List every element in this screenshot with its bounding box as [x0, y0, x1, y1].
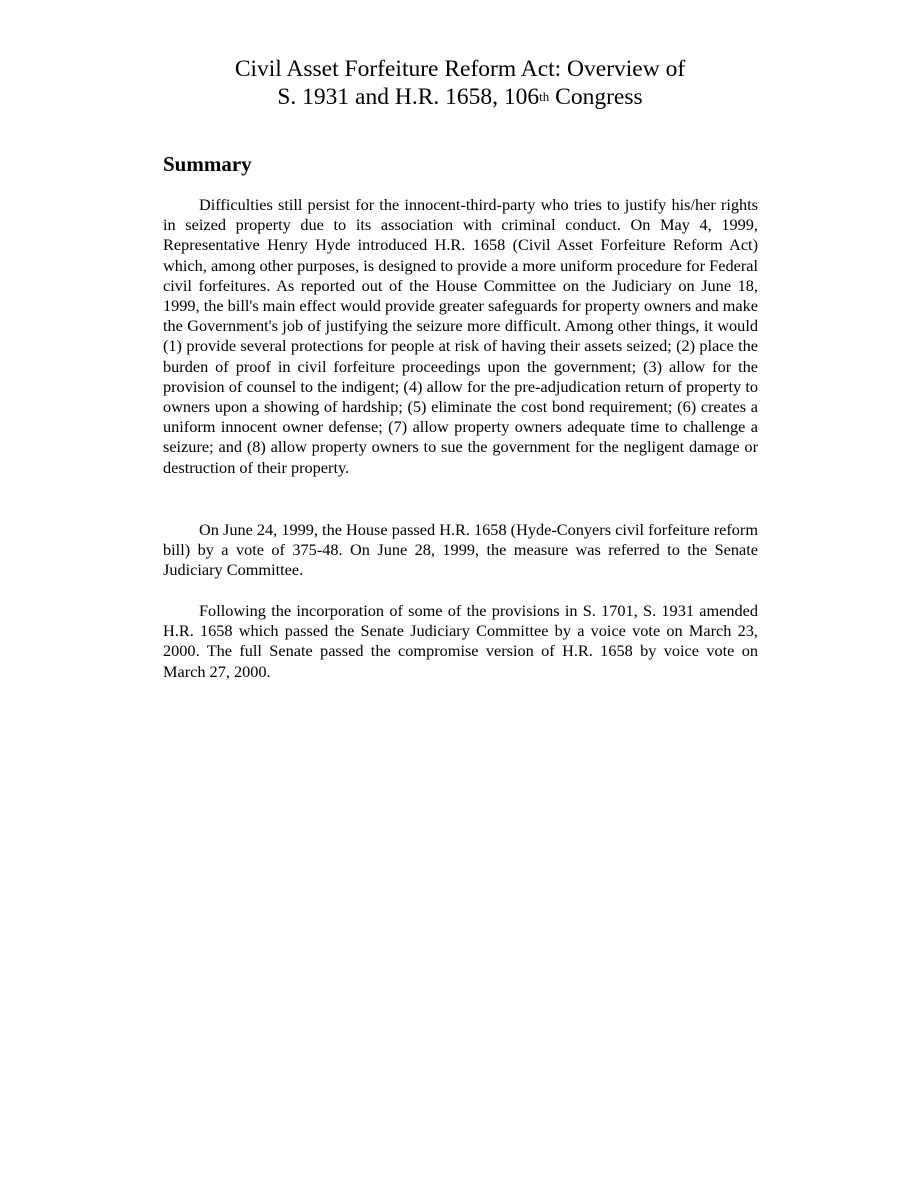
title-line-2-suffix: Congress [549, 83, 643, 110]
summary-paragraph-3: Following the incorporation of some of the provisions in S. 1701, S. 1931 amended H.R. 1658 which passed the Senate Judiciary Committee by a voice vote on March 23, 2000. The full Senate passed the compromise version of H.R. 1658 by voice vote on March 27, 2000. [163, 601, 758, 681]
summary-paragraph-1: Difficulties still persist for the innocent-third-party who tries to justify his/her rights in seized property due to its association with criminal conduct. On May 4, 1999, Representative Henry Hyde introduced H.R. 1658 (Civil Asset Forfeiture Reform Act) which, among other purposes, is designed to provide a more uniform procedure for Federal civil forfeitures. As reported out of the House Committee on the Judiciary on June 18, 1999, the bill's main effect would provide greater safeguards for property owners and make the Government's job of justifying the seizure more difficult. Among other things, it would (1) provide several protections for people at risk of having their assets seized; (2) place the burden of proof in civil forfeiture proceedings upon the government; (3) allow for the provision of counsel to the indigent; (4) allow for the pre-adjudication return of property to owners upon a showing of hardship; (5) eliminate the cost bond requirement; (6) creates a uniform innocent owner defense; (7) allow property owners adequate time to challenge a seizure; and (8) allow property owners to sue the government for the negligent damage or destruction of their property. [163, 195, 758, 477]
summary-paragraph-2: On June 24, 1999, the House passed H.R. 1658 (Hyde-Conyers civil forfeiture reform bill) by a vote of 375-48. On June 28, 1999, the measure was referred to the Senate Judiciary Committee. [163, 520, 758, 580]
title-line-2-prefix: S. 1931 and H.R. 1658, 106 [277, 83, 540, 110]
document-title [100, 56, 820, 111]
section-heading: Summary [163, 152, 252, 176]
title-ordinal-suffix: th [539, 88, 550, 104]
title-line-1: Civil Asset Forfeiture Reform Act: Overview of [234, 56, 686, 82]
title-line-2 [277, 84, 642, 110]
